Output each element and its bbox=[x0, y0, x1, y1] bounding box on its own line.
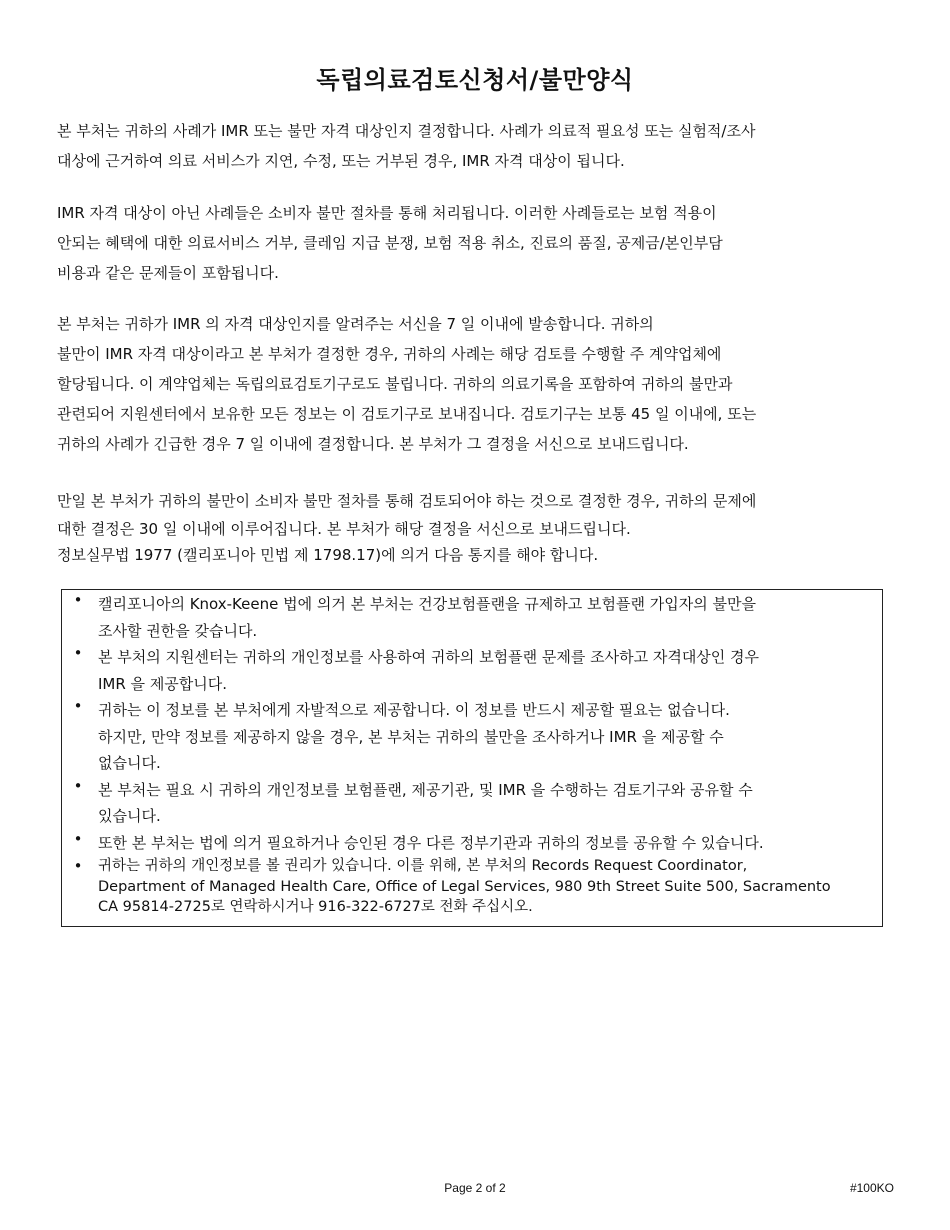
privacy-notice-box bbox=[61, 589, 883, 927]
list-item bbox=[62, 777, 882, 830]
list-item bbox=[62, 591, 882, 644]
bullet-icon: • bbox=[73, 591, 83, 609]
list-item bbox=[62, 644, 882, 697]
list-item-line: IMR 을 제공합니다. bbox=[98, 674, 228, 693]
paragraph-line: 대상에 근거하여 의료 서비스가 지연, 수정, 또는 거부된 경우, IMR 자격 대상이 됩니다. bbox=[57, 152, 625, 170]
paragraph-line: 비용과 같은 문제들이 포함됩니다. bbox=[57, 264, 279, 282]
list-item-line: 또한 본 부처는 법에 의거 필요하거나 승인된 경우 다른 정부기관과 귀하의 정보를 공유할 수 있습니다. bbox=[98, 833, 764, 852]
list-item-line: 조사할 권한을 갖습니다. bbox=[98, 621, 258, 640]
list-item bbox=[62, 697, 882, 777]
paragraph-line: 정보실무법 1977 (캘리포니아 민법 제 1798.17)에 의거 다음 통지를 해야 합니다. bbox=[57, 546, 599, 564]
paragraph-line: 만일 본 부처가 귀하의 불만이 소비자 불만 절차를 통해 검토되어야 하는 것으로 결정한 경우, 귀하의 문제에 bbox=[57, 492, 757, 510]
paragraph-line: 관련되어 지원센터에서 보유한 모든 정보는 이 검토기구로 보내집니다. 검토기구는 보통 45 일 이내에, 또는 bbox=[57, 405, 757, 423]
paragraph-line: 안되는 혜택에 대한 의료서비스 거부, 클레임 지급 분쟁, 보험 적용 취소, 진료의 품질, 공제금/본인부담 bbox=[57, 234, 723, 252]
list-item-line: 없습니다. bbox=[98, 754, 161, 772]
list-item-line: 캘리포니아의 Knox-Keene 법에 의거 본 부처는 건강보험플랜을 규제하고 보험플랜 가입자의 불만을 bbox=[98, 595, 756, 613]
paragraph-line: 본 부처는 귀하의 사례가 IMR 또는 불만 자격 대상인지 결정합니다. 사례가 의료적 필요성 또는 실험적/조사 bbox=[57, 122, 756, 140]
list-item-line: 귀하는 이 정보를 본 부처에게 자발적으로 제공합니다. 이 정보를 반드시 제공할 필요는 없습니다. bbox=[98, 701, 730, 719]
paragraph-line: 불만이 IMR 자격 대상이라고 본 부처가 결정한 경우, 귀하의 사례는 해당 검토를 수행할 주 계약업체에 bbox=[57, 345, 722, 363]
paragraph-imr-process bbox=[57, 309, 887, 459]
privacy-notice-list bbox=[62, 591, 882, 918]
page-title: 독립의료검토신청서/불만양식 bbox=[316, 66, 634, 94]
list-item-line: 하지만, 만약 정보를 제공하지 않을 경우, 본 부처는 귀하의 불만을 조사하거나 IMR 을 제공할 수 bbox=[98, 727, 724, 746]
list-item-line: 본 부처는 필요 시 귀하의 개인정보를 보험플랜, 제공기관, 및 IMR 을 수행하는 검토기구와 공유할 수 bbox=[98, 780, 753, 799]
list-item-line: 있습니다. bbox=[98, 807, 161, 825]
paragraph-line: 할당됩니다. 이 계약업체는 독립의료검토기구로도 불립니다. 귀하의 의료기록을 포함하여 귀하의 불만과 bbox=[57, 375, 733, 393]
paragraph-line: 본 부처는 귀하가 IMR 의 자격 대상인지를 알려주는 서신을 7 일 이내에 발송합니다. 귀하의 bbox=[57, 315, 654, 333]
bullet-icon: • bbox=[73, 776, 83, 795]
bullet-icon: • bbox=[73, 857, 83, 875]
paragraph-imr-eligibility bbox=[57, 116, 887, 176]
list-item-line: 본 부처의 지원센터는 귀하의 개인정보를 사용하여 귀하의 보험플랜 문제를 조사하고 자격대상인 경우 bbox=[98, 648, 760, 666]
paragraph-line: 대한 결정은 30 일 이내에 이루어집니다. 본 부처가 해당 결정을 서신으로 보내드립니다. bbox=[57, 520, 631, 538]
list-item bbox=[62, 856, 882, 918]
list-item bbox=[62, 830, 882, 857]
form-code: #100KO bbox=[849, 1181, 894, 1195]
list-item-line: 귀하는 귀하의 개인정보를 볼 권리가 있습니다. 이를 위해, 본 부처의 Records Request Coordinator, bbox=[98, 858, 748, 874]
paragraph-consumer-complaint bbox=[57, 198, 887, 288]
page-number: Page 2 of 2 bbox=[444, 1181, 506, 1195]
bullet-icon: • bbox=[73, 697, 83, 715]
list-item-line: Department of Managed Health Care, Office of Legal Services, 980 9th Street Suite 500, Sacramento bbox=[98, 878, 831, 895]
paragraph-complaint-decision bbox=[57, 486, 887, 568]
list-item-line: CA 95814-2725로 연락하시거나 916-322-6727로 전화 주십시오. bbox=[98, 899, 533, 915]
bullet-icon: • bbox=[73, 644, 83, 662]
bullet-icon: • bbox=[73, 829, 83, 848]
paragraph-line: IMR 자격 대상이 아닌 사례들은 소비자 불만 절차를 통해 처리됩니다. 이러한 사례들로는 보험 적용이 bbox=[57, 204, 717, 222]
paragraph-line: 귀하의 사례가 긴급한 경우 7 일 이내에 결정합니다. 본 부처가 그 결정을 서신으로 보내드립니다. bbox=[57, 435, 689, 453]
